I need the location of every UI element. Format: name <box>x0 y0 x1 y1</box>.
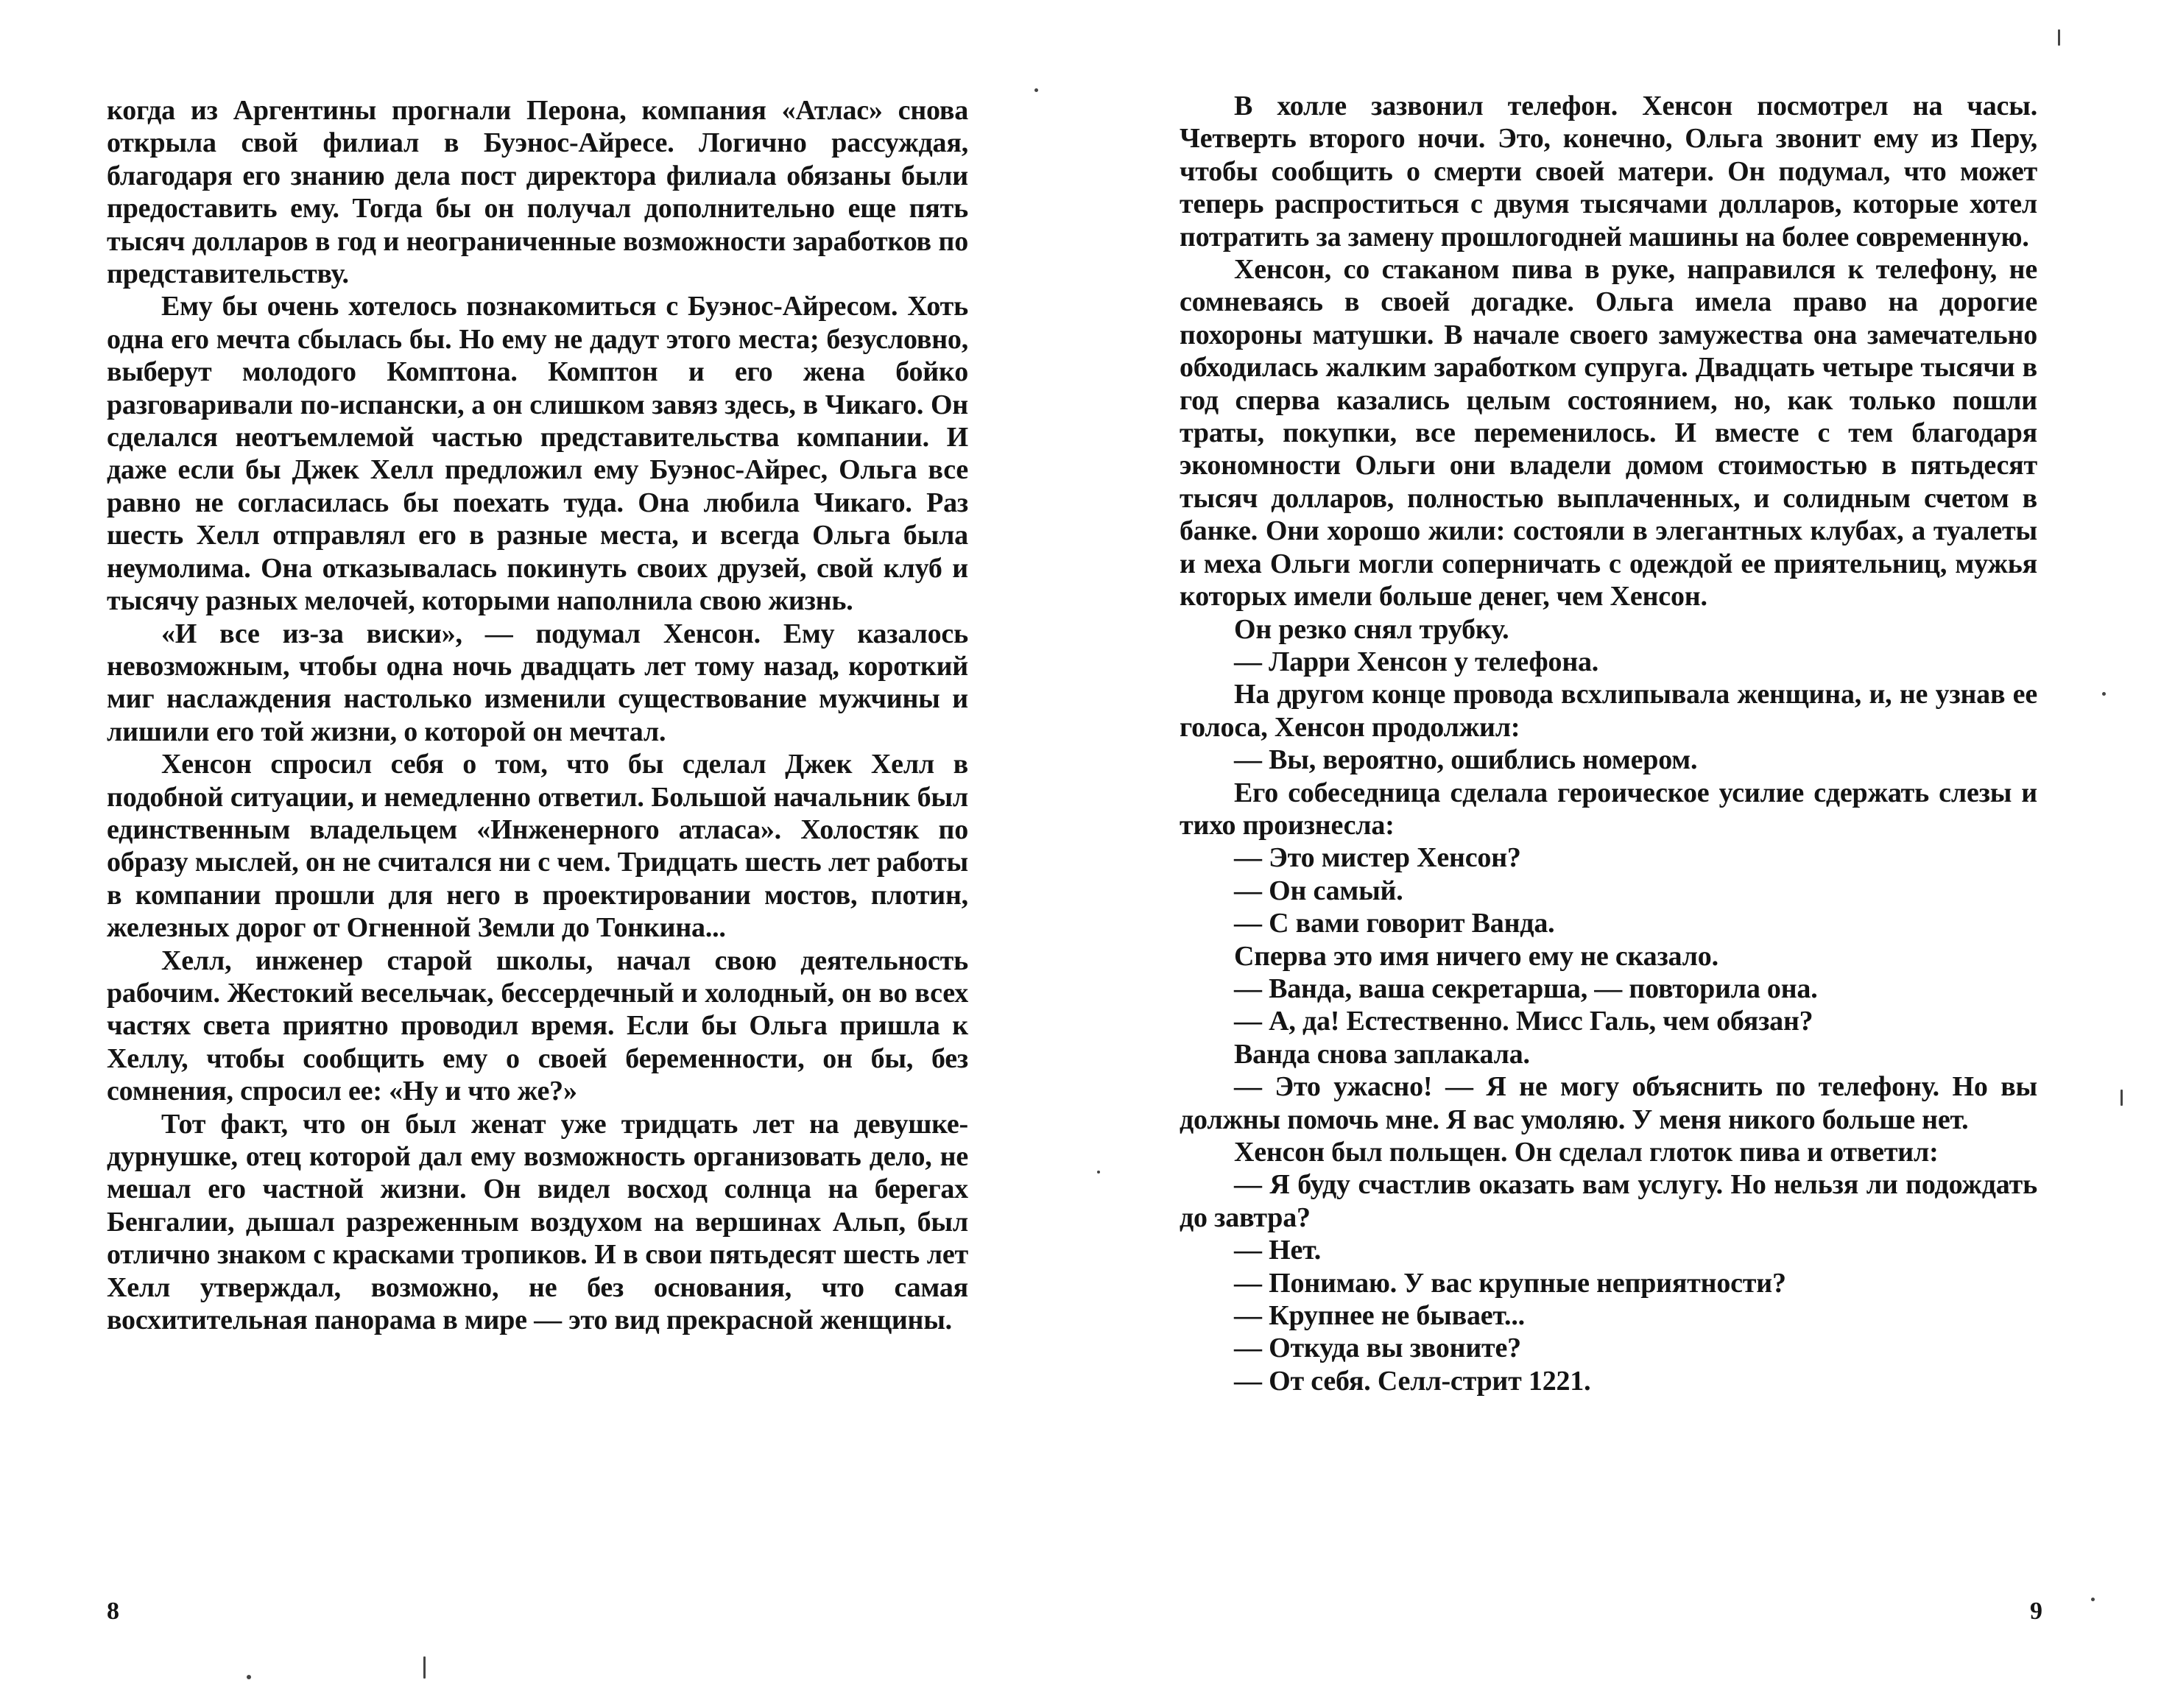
scan-speck <box>423 1656 426 1679</box>
paragraph: — Крупнее не бывает... <box>1234 1300 1525 1332</box>
left-page <box>0 0 1080 1708</box>
scan-speck <box>247 1675 251 1679</box>
scan-speck <box>1097 1171 1100 1174</box>
paragraph: Его собеседница сделала героическое усилие сдержать слезы и тихо произнесла: <box>1180 777 2037 841</box>
paragraph: — Ларри Хенсон у телефона. <box>1234 646 1599 677</box>
paragraph: Тот факт, что он был женат уже тридцать лет на девушке-дурнушке, отец которой дал ему возможность организовать дело, не мешал его частной жизни. Он видел восход солнца на берегах Бенгалии, дышал разреженным воздухом на вершинах Альп, был отлично знаком с красками тропиков. И в свои пятьдесят шесть лет Хелл утверждал, возможно, не без основания, что самая восхитительная панорама в мире — это вид прекрасной женщины. <box>107 1108 968 1336</box>
page-number: 8 <box>107 1598 119 1625</box>
scan-speck <box>2102 692 2106 696</box>
paragraph: — А, да! Естественно. Мисс Галь, чем обязан? <box>1234 1006 1813 1037</box>
paragraph: — Это ужасно! — Я не могу объяснить по телефону. Но вы должны помочь мне. Я вас умоляю. У меня никого больше нет. <box>1180 1071 2037 1135</box>
paragraph: — От себя. Селл-стрит 1221. <box>1234 1365 1591 1397</box>
paragraph: Сперва это имя ничего ему не сказало. <box>1234 940 1718 972</box>
paragraph: Хенсон, со стаканом пива в руке, направился к телефону, не сомневаясь в своей догадке. Ольга имела право на дорогие похороны матушки. В начале своего замужества она замечательно обходилась жалким заработком супруга. Двадцать четыре тысячи в год сперва казались целым состоянием, но, как только пошли траты, покупки, все переменилось. И вместе с тем благодаря экономности Ольги они владели домом стоимостью в пятьдесят тысяч долларов, полностью выплаченных, и солидным счетом в банке. Они хорошо жили: состояли в элегантных клубах, а туалеты и меха Ольги могли соперничать с одеждой ее приятельниц, мужья которых имели больше денег, чем Хенсон. <box>1180 254 2037 613</box>
paragraph: Ему бы очень хотелось познакомиться с Буэнос-Айресом. Хоть одна его мечта сбылась бы. Но ему не дадут этого места; безусловно, выберут молодого Комптона. Комптон и его жена бойко разговаривали по-испански, а он слишком завяз здесь, в Чикаго. Он сделался неотъемлемой частью представительства компании. И даже если бы Джек Хелл предложил ему Буэнос-Айрес, Ольга все равно не согласилась бы поехать туда. Она любила Чикаго. Раз шесть Хелл отправлял его в разные места, и всегда Ольга была неумолима. Она отказывалась покинуть своих друзей, свой клуб и тысячу разных мелочей, которыми наполнила свою жизнь. <box>107 291 968 617</box>
scan-speck <box>2091 1598 2095 1601</box>
paragraph: На другом конце провода всхлипывала женщина, и, не узнав ее голоса, Хенсон продолжил: <box>1180 679 2037 743</box>
paragraph: — Я буду счастлив оказать вам услугу. Но нельзя ли подождать до завтра? <box>1180 1169 2037 1233</box>
paragraph: В холле зазвонил телефон. Хенсон посмотрел на часы. Четверть второго ночи. Это, конечно, Ольга звонит ему из Перу, чтобы сообщить о смерти своей матери. Он подумал, что может теперь распроститься с двумя тысячами долларов, которые хотел потратить за замену прошлогодней машины на более современную. <box>1180 91 2037 253</box>
paragraph: Хелл, инженер старой школы, начал свою деятельность рабочим. Жестокий весельчак, бессердечный и холодный, он во всех частях света приятно проводил время. Если бы Ольга пришла к Хеллу, чтобы сообщить ему о своей беременности, он бы, без сомнения, спросил ее: «Ну и что же?» <box>107 945 968 1107</box>
scan-speck <box>1034 88 1038 92</box>
paragraph: — Это мистер Хенсон? <box>1234 842 1521 874</box>
right-text-column <box>1180 90 2037 1397</box>
right-page <box>1080 0 2161 1708</box>
paragraph: — Откуда вы звоните? <box>1234 1333 1521 1364</box>
paragraph: Он резко снял трубку. <box>1234 613 1509 645</box>
paragraph: — Он самый. <box>1234 875 1403 906</box>
paragraph: — Вы, вероятно, ошиблись номером. <box>1234 744 1698 776</box>
left-text-column <box>107 94 968 1336</box>
paragraph: — Ванда, ваша секретарша, — повторила она. <box>1234 973 1818 1004</box>
paragraph: «И все из-за виски», — подумал Хенсон. Ему казалось невозможным, чтобы одна ночь двадцать лет тому назад, короткий миг наслаждения настолько изменили существование мужчины и лишили его той жизни, о которой он мечтал. <box>107 618 968 747</box>
paragraph: — Нет. <box>1234 1235 1322 1266</box>
page-number: 9 <box>2030 1598 2042 1625</box>
scan-speck <box>2058 29 2060 46</box>
paragraph: — С вами говорит Ванда. <box>1234 908 1555 939</box>
paragraph: Хенсон спросил себя о том, что бы сделал Джек Хелл в подобной ситуации, и немедленно ответил. Большой начальник был единственным владельцем «Инженерного атласа». Холостяк по образу мыслей, он не считался ни с чем. Тридцать шесть лет работы в компании прошли для него в проектировании мостов, плотин, железных дорог от Огненной Земли до Тонкина... <box>107 749 968 944</box>
paragraph: Хенсон был польщен. Он сделал глоток пива и ответил: <box>1234 1137 1939 1168</box>
paragraph: Ванда снова заплакала. <box>1234 1038 1530 1070</box>
paragraph: когда из Аргентины прогнали Перона, компания «Атлас» снова открыла свой филиал в Буэнос-Айресе. Логично рассуждая, благодаря его знанию дела пост директора филиала обязаны были предоставить ему. Тогда бы он получал дополнительно еще пять тысяч долларов в год и неограниченные возможности заработков по представительству. <box>107 95 968 290</box>
scan-speck <box>2121 1090 2123 1106</box>
paragraph: — Понимаю. У вас крупные неприятности? <box>1234 1267 1786 1299</box>
